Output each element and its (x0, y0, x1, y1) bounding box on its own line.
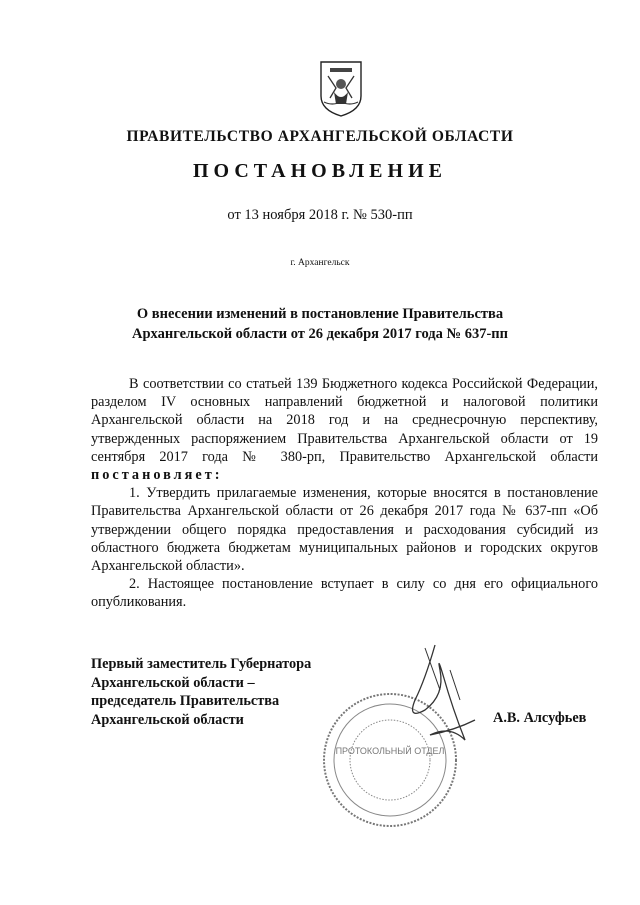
date-number: от 13 ноября 2018 г. № 530-пп (227, 207, 413, 223)
subject-line-1: О внесении изменений в постановление Правительства (136, 306, 504, 322)
city: г. Архангельск (290, 258, 350, 268)
signatory-title-line: Архангельской области – (91, 674, 255, 691)
preamble-text: В соответствии со статьей 139 Бюджетного кодекса Российской Федерации, разделом IV основных направлений бюджетной и налоговой политики Архангельской области на 2018 год и на среднесрочную перспективу, утвержденных распоряжением Правительства Архангельской области от 19 сентября 2017 года № 380-рп, Правительство Архангельской области (91, 376, 598, 465)
coat-of-arms-icon (316, 58, 366, 118)
document-subject (70, 304, 570, 344)
item-1: 1. Утвердить прилагаемые изменения, которые вносятся в постановление Правительства Архангельской области от 26 декабря 2017 года № 637-пп «Об утверждении общего порядка предоставления и расходования субсидий из областного бюджета бюджетам муниципальных районов и городских округов Архангельской области». (91, 485, 598, 575)
handwritten-signature-icon (395, 640, 485, 760)
signatory-title-line: Первый заместитель Губернатора (91, 656, 312, 672)
subject-line-2: Архангельской области от 26 декабря 2017 года № 637-пп (132, 326, 508, 342)
decides-keyword: постановляет: (91, 467, 223, 484)
preamble-paragraph (91, 375, 598, 484)
document-body (91, 375, 598, 612)
signatory-name: А.В. Алсуфьев (493, 710, 587, 726)
signatory-title (91, 655, 391, 729)
stamp-text: ПРОТОКОЛЬНЫЙ ОТДЕЛ (335, 746, 445, 756)
government-title: ПРАВИТЕЛЬСТВО АРХАНГЕЛЬСКОЙ ОБЛАСТИ (126, 128, 514, 145)
signatory-title-line: председатель Правительства (91, 693, 280, 709)
signatory-title-line: Архангельской области (91, 711, 244, 728)
item-2: 2. Настоящее постановление вступает в силу со дня его официального опубликования. (91, 576, 598, 611)
document-type: ПОСТАНОВЛЕНИЕ (193, 160, 447, 182)
